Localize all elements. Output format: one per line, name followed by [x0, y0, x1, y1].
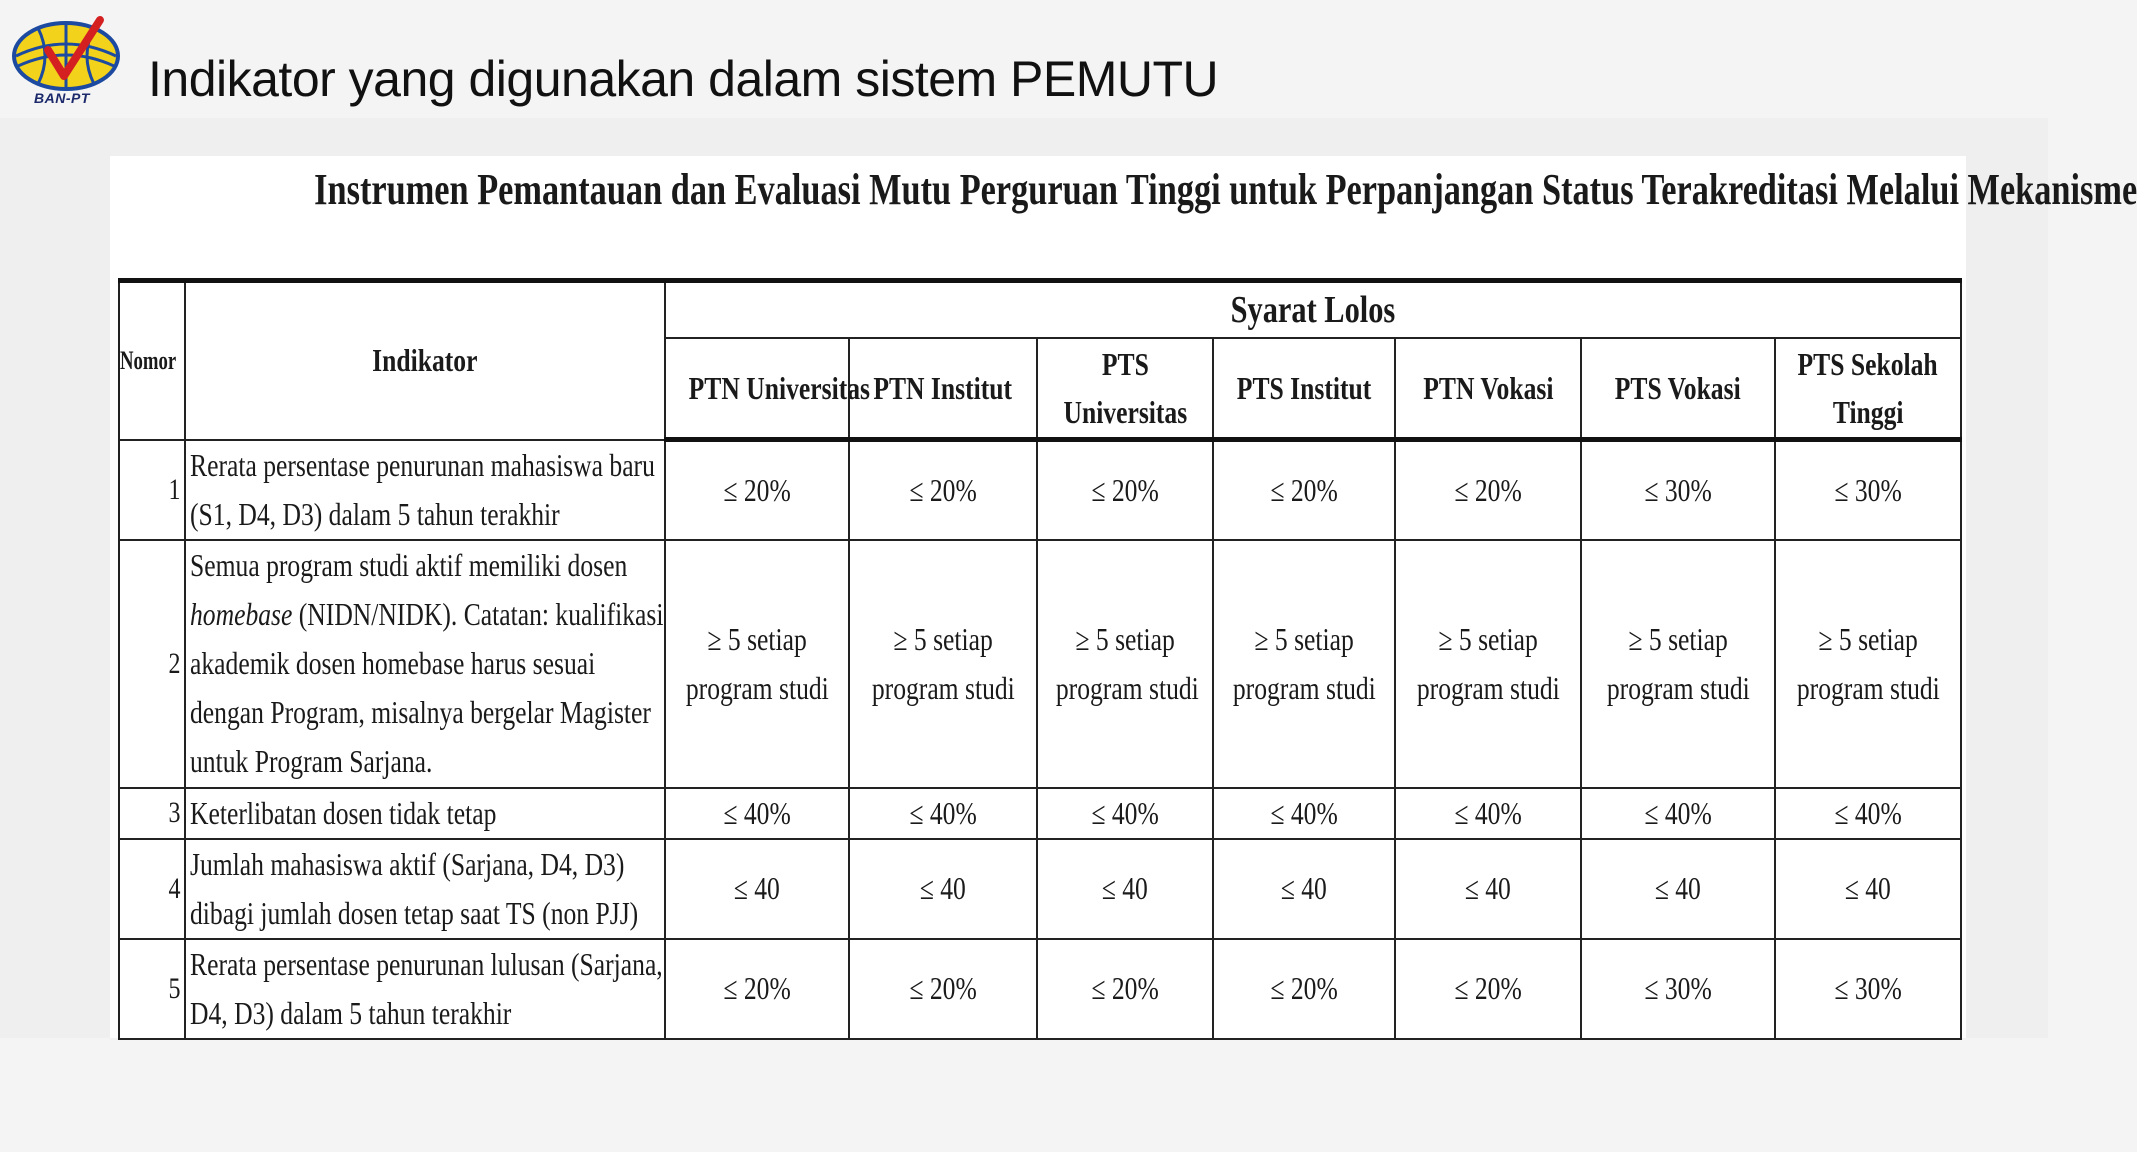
value-cell: ≤ 20% — [849, 440, 1037, 540]
indicator-cell: Rerata persentase penurunan lulusan (Sarjana, D4, D3) dalam 5 tahun terakhir — [185, 939, 665, 1039]
column-header: PTS Vokasi — [1581, 338, 1775, 440]
value-cell: ≥ 5 setiap program studi — [1395, 540, 1581, 788]
value-cell: ≤ 40% — [849, 788, 1037, 839]
value-cell: ≥ 5 setiap program studi — [665, 540, 849, 788]
row-number: 2 — [119, 540, 185, 788]
value-cell: ≥ 5 setiap program studi — [1581, 540, 1775, 788]
table-row — [119, 939, 1961, 1039]
value-cell: ≤ 20% — [1213, 939, 1395, 1039]
table-row — [119, 788, 1961, 839]
logo-text: BAN-PT — [34, 90, 90, 106]
column-header: PTS Universitas — [1037, 338, 1213, 440]
value-cell: ≤ 30% — [1775, 939, 1961, 1039]
document-image — [110, 156, 2137, 1038]
document-heading: Instrumen Pemantauan dan Evaluasi Mutu Perguruan Tinggi untuk Perpanjangan Status Terakreditasi Melalui Mekanisme — [314, 165, 2137, 214]
column-header: PTN Institut — [849, 338, 1037, 440]
value-cell: ≥ 5 setiap program studi — [1037, 540, 1213, 788]
value-cell: ≤ 40 — [665, 839, 849, 939]
value-cell: ≤ 40 — [1037, 839, 1213, 939]
value-cell: ≤ 30% — [1581, 440, 1775, 540]
indicator-cell: Keterlibatan dosen tidak tetap — [185, 788, 665, 839]
column-header: PTN Vokasi — [1395, 338, 1581, 440]
indicator-cell: Jumlah mahasiswa aktif (Sarjana, D4, D3) dibagi jumlah dosen tetap saat TS (non PJJ) — [185, 839, 665, 939]
value-cell: ≤ 20% — [665, 440, 849, 540]
value-cell: ≤ 40% — [1213, 788, 1395, 839]
value-cell: ≤ 40 — [849, 839, 1037, 939]
value-cell: ≤ 20% — [1037, 440, 1213, 540]
value-cell: ≤ 40 — [1775, 839, 1961, 939]
table-row — [119, 839, 1961, 939]
value-cell: ≤ 40% — [1581, 788, 1775, 839]
row-number: 3 — [119, 788, 185, 839]
row-number: 5 — [119, 939, 185, 1039]
header-syarat-lolos: Syarat Lolos — [665, 281, 1961, 339]
value-cell: ≤ 20% — [1037, 939, 1213, 1039]
table-row — [119, 440, 1961, 540]
value-cell: ≤ 30% — [1581, 939, 1775, 1039]
column-header: PTS Institut — [1213, 338, 1395, 440]
header-row-group — [119, 281, 1961, 339]
column-header: PTN Universitas — [665, 338, 849, 440]
value-cell: ≤ 40% — [1037, 788, 1213, 839]
indicator-cell: Rerata persentase penurunan mahasiswa baru (S1, D4, D3) dalam 5 tahun terakhir — [185, 440, 665, 540]
slide-title: Indikator yang digunakan dalam sistem PEMUTU — [148, 51, 1219, 107]
row-number: 4 — [119, 839, 185, 939]
indicator-cell: Semua program studi aktif memiliki dosen homebase (NIDN/NIDK). Catatan: kualifikasi akademik dosen homebase harus sesuai dengan Program, misalnya bergelar Magister untuk Program Sarjana. — [185, 540, 665, 788]
requirements-table — [118, 278, 1962, 1040]
value-cell: ≤ 20% — [665, 939, 849, 1039]
value-cell: ≤ 40 — [1395, 839, 1581, 939]
value-cell: ≥ 5 setiap program studi — [1775, 540, 1961, 788]
value-cell: ≤ 40% — [1775, 788, 1961, 839]
value-cell: ≤ 30% — [1775, 440, 1961, 540]
table-row — [119, 540, 1961, 788]
row-number: 1 — [119, 440, 185, 540]
column-header: PTS Sekolah Tinggi — [1775, 338, 1961, 440]
value-cell: ≥ 5 setiap program studi — [849, 540, 1037, 788]
value-cell: ≤ 20% — [1213, 440, 1395, 540]
value-cell: ≤ 20% — [1395, 440, 1581, 540]
header-nomor: Nomor — [119, 281, 185, 440]
value-cell: ≤ 20% — [849, 939, 1037, 1039]
value-cell: ≥ 5 setiap program studi — [1213, 540, 1395, 788]
value-cell: ≤ 40 — [1581, 839, 1775, 939]
value-cell: ≤ 40% — [1395, 788, 1581, 839]
value-cell: ≤ 20% — [1395, 939, 1581, 1039]
value-cell: ≤ 40% — [665, 788, 849, 839]
value-cell: ≤ 40 — [1213, 839, 1395, 939]
header-indikator: Indikator — [185, 281, 665, 440]
